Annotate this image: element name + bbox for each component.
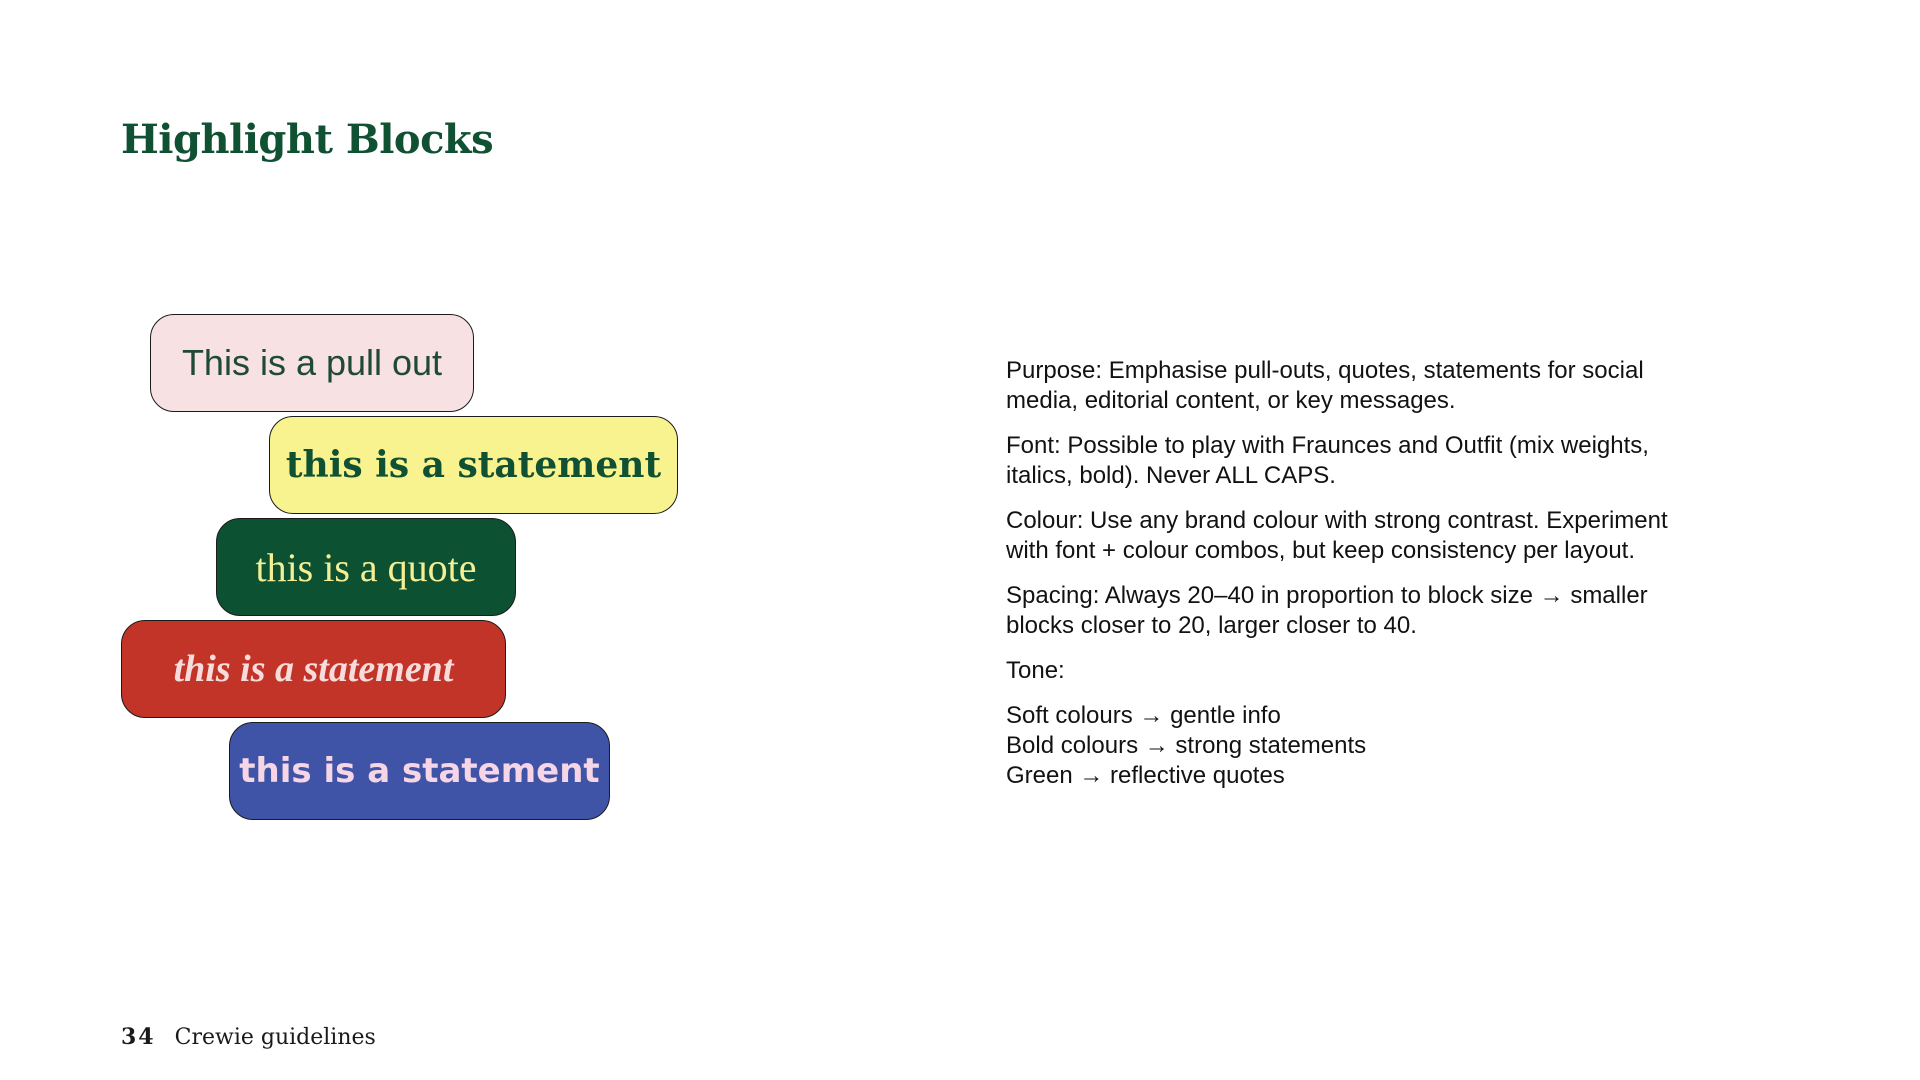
highlight-block-text: this is a statement [239,751,600,791]
tone-list [1006,701,1766,791]
page-title: Highlight Blocks [121,116,494,163]
font-line: italics, bold). Never ALL CAPS. [1006,462,1336,489]
spacing-paragraph [1006,581,1766,641]
tone-item: Green → reflective quotes [1006,762,1285,789]
spacing-line: Spacing: Always 20–40 in proportion to block size → smaller [1006,582,1648,609]
colour-paragraph [1006,506,1766,566]
highlight-block-text: This is a pull out [181,342,443,383]
page-footer [121,1024,376,1050]
spacing-line: blocks closer to 20, larger closer to 40. [1006,612,1417,639]
colour-line: with font + colour combos, but keep consistency per layout. [1006,537,1636,564]
purpose-paragraph [1006,356,1766,416]
font-line: Font: Possible to play with Fraunces and Outfit (mix weights, [1006,432,1649,459]
tone-item: Soft colours → gentle info [1006,702,1281,729]
highlight-block-text: this is a statement [285,444,662,486]
highlight-block-statement-yellow [269,416,678,514]
page-number: 34 [121,1024,156,1050]
purpose-line: Purpose: Emphasise pull-outs, quotes, statements for social [1006,357,1644,384]
guidelines-text [1006,356,1766,791]
highlight-block-statement-red [121,620,506,718]
highlight-block-statement-blue [229,722,610,820]
highlight-block-text: this is a quote [255,544,477,590]
colour-line: Colour: Use any brand colour with strong contrast. Experiment [1006,507,1668,534]
purpose-line: media, editorial content, or key messages. [1006,387,1456,414]
footer-label: Crewie guidelines [174,1025,376,1050]
font-paragraph [1006,431,1766,491]
highlight-block-pull-out [150,314,474,412]
highlight-block-quote-green [216,518,516,616]
highlight-block-text: this is a statement [173,648,454,690]
tone-heading: Tone: [1006,657,1065,684]
tone-item: Bold colours → strong statements [1006,732,1367,759]
